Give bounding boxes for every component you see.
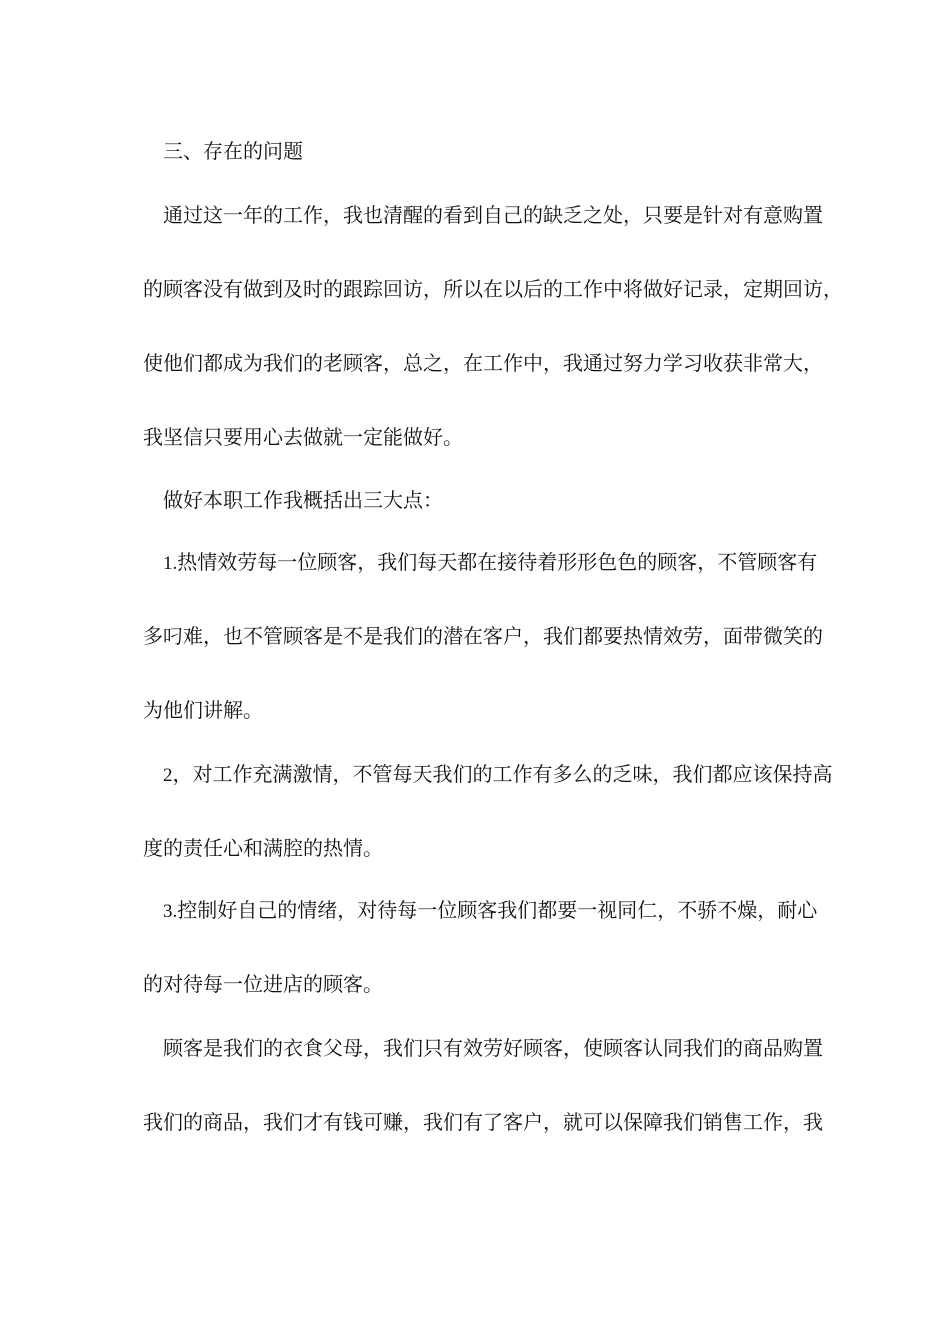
- section-heading: 三、存在的问题: [163, 139, 303, 163]
- paragraph-line: 为他们讲解。: [143, 698, 263, 722]
- paragraph-line: 我们的商品，我们才有钱可赚，我们有了客户，就可以保障我们销售工作，我: [143, 1110, 823, 1134]
- paragraph-line: 做好本职工作我概括出三大点：: [163, 488, 443, 512]
- list-item-2: [163, 762, 833, 788]
- list-item-1: [163, 550, 817, 576]
- list-number: 3.: [163, 901, 178, 922]
- list-number: 2: [163, 765, 173, 786]
- paragraph-line: 的对待每一位进店的顾客。: [143, 972, 383, 996]
- list-item-text: ，对工作充满激情，不管每天我们的工作有多么的乏味，我们都应该保持高: [172, 762, 833, 786]
- paragraph-line: 多叼难，也不管顾客是不是我们的潜在客户，我们都要热情效劳，面带微笑的: [143, 624, 823, 648]
- list-number: 1.: [163, 553, 178, 574]
- paragraph-line: 顾客是我们的衣食父母，我们只有效劳好顾客，使顾客认同我们的商品购置: [163, 1036, 823, 1060]
- paragraph-line: 使他们都成为我们的老顾客，总之，在工作中，我通过努力学习收获非常大，: [143, 351, 823, 375]
- paragraph-line: 度的责任心和满腔的热情。: [143, 836, 383, 860]
- list-item-3: [163, 898, 817, 924]
- paragraph-line: 的顾客没有做到及时的跟踪回访，所以在以后的工作中将做好记录，定期回访，: [143, 277, 843, 301]
- list-item-text: 热情效劳每一位顾客，我们每天都在接待着形形色色的顾客，不管顾客有: [177, 550, 818, 574]
- paragraph-line: 我坚信只要用心去做就一定能做好。: [143, 425, 463, 449]
- paragraph-line: 通过这一年的工作，我也清醒的看到自己的缺乏之处，只要是针对有意购置: [163, 203, 823, 227]
- list-item-text: 控制好自己的情绪，对待每一位顾客我们都要一视同仁，不骄不燥，耐心: [177, 898, 818, 922]
